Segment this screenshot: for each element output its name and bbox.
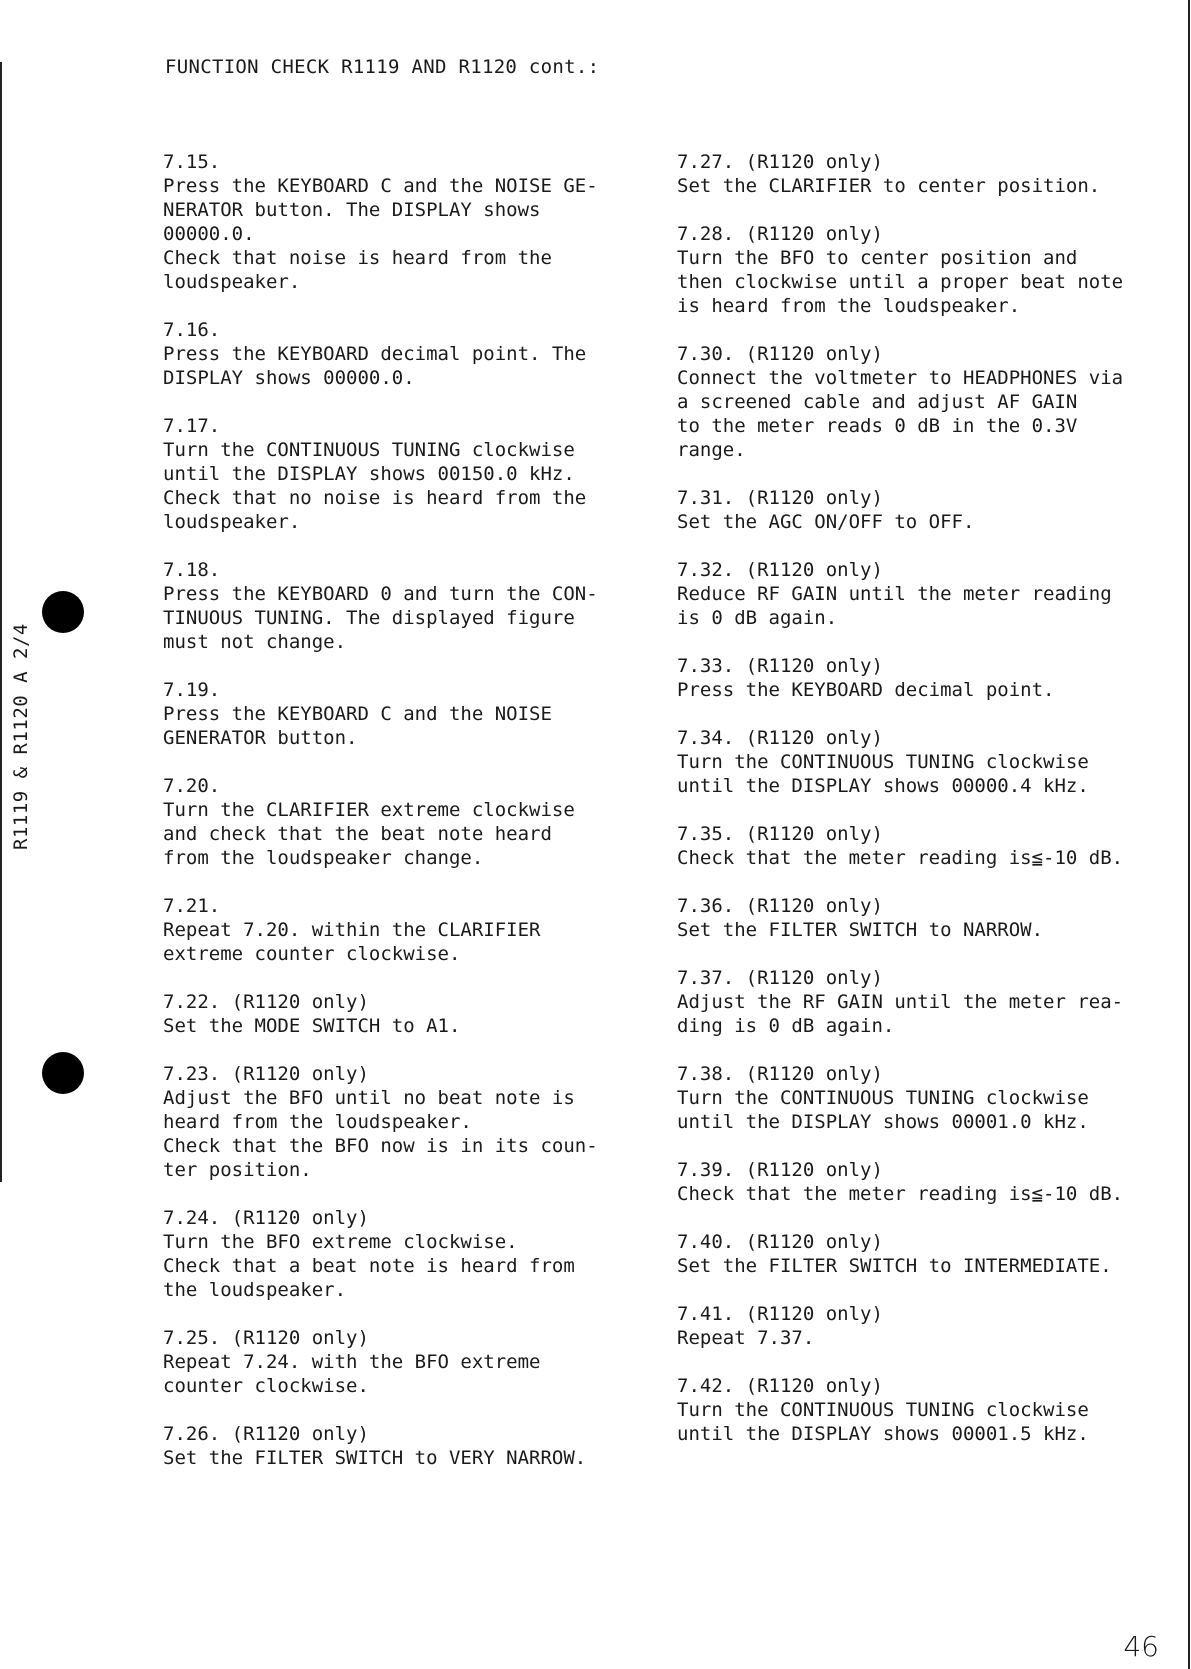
step-text-line: Connect the voltmeter to HEADPHONES via bbox=[677, 367, 1124, 389]
procedure-step bbox=[677, 486, 1177, 534]
procedure-step bbox=[163, 1422, 633, 1470]
step-text-line: to the meter reads 0 dB in the 0.3V bbox=[677, 415, 1078, 437]
step-text-line: Adjust the BFO until no beat note is bbox=[163, 1087, 575, 1109]
step-number: 7.23. (R1120 only) bbox=[163, 1063, 369, 1085]
step-text-line: GENERATOR button. bbox=[163, 727, 358, 749]
step-text-line: Press the KEYBOARD C and the NOISE GE- bbox=[163, 175, 598, 197]
step-number: 7.25. (R1120 only) bbox=[163, 1327, 369, 1349]
side-reference-label: R1119 & R1120 A 2/4 bbox=[10, 623, 32, 850]
punch-hole-lower bbox=[42, 1052, 84, 1094]
step-text-line: Set the CLARIFIER to center position. bbox=[677, 175, 1101, 197]
procedure-step bbox=[163, 1062, 633, 1182]
punch-hole-upper bbox=[42, 591, 84, 633]
step-text-line: Adjust the RF GAIN until the meter rea- bbox=[677, 991, 1124, 1013]
step-number: 7.41. (R1120 only) bbox=[677, 1303, 883, 1325]
step-text-line: Set the FILTER SWITCH to INTERMEDIATE. bbox=[677, 1255, 1112, 1277]
step-text-line: from the loudspeaker change. bbox=[163, 847, 484, 869]
step-text-line: Repeat 7.37. bbox=[677, 1327, 815, 1349]
step-text-line: must not change. bbox=[163, 631, 347, 653]
procedure-step bbox=[677, 822, 1177, 870]
step-text-line: Set the MODE SWITCH to A1. bbox=[163, 1015, 461, 1037]
step-text-line: Check that the BFO now is in its coun- bbox=[163, 1135, 598, 1157]
step-text-line: Set the FILTER SWITCH to VERY NARROW. bbox=[163, 1447, 587, 1469]
step-text-line: the loudspeaker. bbox=[163, 1279, 347, 1301]
step-text-line: ding is 0 dB again. bbox=[677, 1015, 895, 1037]
procedure-step bbox=[163, 990, 633, 1038]
step-text-line: TINUOUS TUNING. The displayed figure bbox=[163, 607, 575, 629]
procedure-step bbox=[163, 558, 633, 654]
step-number: 7.32. (R1120 only) bbox=[677, 559, 883, 581]
step-text-line: Repeat 7.24. with the BFO extreme bbox=[163, 1351, 541, 1373]
step-number: 7.33. (R1120 only) bbox=[677, 655, 883, 677]
step-number: 7.22. (R1120 only) bbox=[163, 991, 369, 1013]
step-text-line: until the DISPLAY shows 00001.5 kHz. bbox=[677, 1423, 1089, 1445]
step-text-line: Check that the meter reading is≦-10 dB. bbox=[677, 1183, 1124, 1205]
procedure-step bbox=[677, 1302, 1177, 1350]
procedure-step bbox=[163, 774, 633, 870]
step-text-line: Reduce RF GAIN until the meter reading bbox=[677, 583, 1112, 605]
step-text-line: Press the KEYBOARD decimal point. The bbox=[163, 343, 587, 365]
step-number: 7.28. (R1120 only) bbox=[677, 223, 883, 245]
step-number: 7.15. bbox=[163, 151, 221, 173]
step-text-line: a screened cable and adjust AF GAIN bbox=[677, 391, 1078, 413]
page-number: 46 bbox=[1123, 1630, 1159, 1663]
step-text-line: Turn the BFO to center position and bbox=[677, 247, 1078, 269]
step-text-line: loudspeaker. bbox=[163, 271, 301, 293]
step-text-line: Turn the CLARIFIER extreme clockwise bbox=[163, 799, 575, 821]
procedure-step bbox=[163, 150, 633, 294]
step-number: 7.24. (R1120 only) bbox=[163, 1207, 369, 1229]
step-number: 7.38. (R1120 only) bbox=[677, 1063, 883, 1085]
step-number: 7.26. (R1120 only) bbox=[163, 1423, 369, 1445]
step-text-line: counter clockwise. bbox=[163, 1375, 369, 1397]
procedure-step bbox=[677, 222, 1177, 318]
step-text-line: and check that the beat note heard bbox=[163, 823, 552, 845]
procedure-step bbox=[163, 678, 633, 750]
procedure-step bbox=[677, 894, 1177, 942]
step-number: 7.31. (R1120 only) bbox=[677, 487, 883, 509]
step-text-line: Check that no noise is heard from the bbox=[163, 487, 587, 509]
procedure-step bbox=[163, 894, 633, 966]
step-text-line: Press the KEYBOARD C and the NOISE bbox=[163, 703, 552, 725]
step-text-line: Check that a beat note is heard from bbox=[163, 1255, 575, 1277]
step-number: 7.27. (R1120 only) bbox=[677, 151, 883, 173]
step-text-line: is heard from the loudspeaker. bbox=[677, 295, 1021, 317]
procedure-step bbox=[163, 1206, 633, 1302]
step-number: 7.40. (R1120 only) bbox=[677, 1231, 883, 1253]
step-text-line: until the DISPLAY shows 00001.0 kHz. bbox=[677, 1111, 1089, 1133]
step-text-line: Turn the CONTINUOUS TUNING clockwise bbox=[677, 1087, 1089, 1109]
step-text-line: NERATOR button. The DISPLAY shows bbox=[163, 199, 541, 221]
step-text-line: then clockwise until a proper beat note bbox=[677, 271, 1124, 293]
step-text-line: extreme counter clockwise. bbox=[163, 943, 461, 965]
step-text-line: until the DISPLAY shows 00150.0 kHz. bbox=[163, 463, 575, 485]
procedure-step bbox=[163, 414, 633, 534]
step-number: 7.30. (R1120 only) bbox=[677, 343, 883, 365]
step-text-line: ter position. bbox=[163, 1159, 312, 1181]
step-number: 7.19. bbox=[163, 679, 221, 701]
left-margin-rule bbox=[0, 62, 2, 1182]
left-column bbox=[163, 150, 633, 1494]
step-number: 7.16. bbox=[163, 319, 221, 341]
step-text-line: DISPLAY shows 00000.0. bbox=[163, 367, 415, 389]
procedure-step bbox=[677, 150, 1177, 198]
procedure-step bbox=[677, 654, 1177, 702]
step-text-line: range. bbox=[677, 439, 746, 461]
step-text-line: Set the FILTER SWITCH to NARROW. bbox=[677, 919, 1044, 941]
step-text-line: Turn the CONTINUOUS TUNING clockwise bbox=[677, 751, 1089, 773]
step-text-line: until the DISPLAY shows 00000.4 kHz. bbox=[677, 775, 1089, 797]
right-column bbox=[677, 150, 1177, 1470]
step-text-line: Set the AGC ON/OFF to OFF. bbox=[677, 511, 975, 533]
step-number: 7.35. (R1120 only) bbox=[677, 823, 883, 845]
step-text-line: loudspeaker. bbox=[163, 511, 301, 533]
step-number: 7.20. bbox=[163, 775, 221, 797]
step-text-line: is 0 dB again. bbox=[677, 607, 838, 629]
step-number: 7.39. (R1120 only) bbox=[677, 1159, 883, 1181]
step-number: 7.37. (R1120 only) bbox=[677, 967, 883, 989]
step-number: 7.36. (R1120 only) bbox=[677, 895, 883, 917]
procedure-step bbox=[677, 1230, 1177, 1278]
step-text-line: Repeat 7.20. within the CLARIFIER bbox=[163, 919, 541, 941]
step-number: 7.42. (R1120 only) bbox=[677, 1375, 883, 1397]
procedure-step bbox=[677, 1374, 1177, 1446]
step-text-line: Turn the CONTINUOUS TUNING clockwise bbox=[677, 1399, 1089, 1421]
step-number: 7.21. bbox=[163, 895, 221, 917]
step-text-line: Check that the meter reading is≦-10 dB. bbox=[677, 847, 1124, 869]
step-text-line: Turn the BFO extreme clockwise. bbox=[163, 1231, 518, 1253]
step-number: 7.34. (R1120 only) bbox=[677, 727, 883, 749]
step-text-line: Press the KEYBOARD decimal point. bbox=[677, 679, 1055, 701]
step-text-line: 00000.0. bbox=[163, 223, 255, 245]
step-text-line: Press the KEYBOARD 0 and turn the CON- bbox=[163, 583, 598, 605]
step-text-line: Check that noise is heard from the bbox=[163, 247, 552, 269]
page-header: FUNCTION CHECK R1119 AND R1120 cont.: bbox=[165, 56, 600, 78]
step-text-line: Turn the CONTINUOUS TUNING clockwise bbox=[163, 439, 575, 461]
procedure-step bbox=[677, 966, 1177, 1038]
procedure-step bbox=[677, 558, 1177, 630]
step-number: 7.18. bbox=[163, 559, 221, 581]
right-margin-rule bbox=[1188, 0, 1190, 1669]
procedure-step bbox=[677, 1062, 1177, 1134]
procedure-step bbox=[677, 1158, 1177, 1206]
procedure-step bbox=[163, 318, 633, 390]
step-text-line: heard from the loudspeaker. bbox=[163, 1111, 472, 1133]
procedure-step bbox=[677, 726, 1177, 798]
step-number: 7.17. bbox=[163, 415, 221, 437]
procedure-step bbox=[677, 342, 1177, 462]
procedure-step bbox=[163, 1326, 633, 1398]
